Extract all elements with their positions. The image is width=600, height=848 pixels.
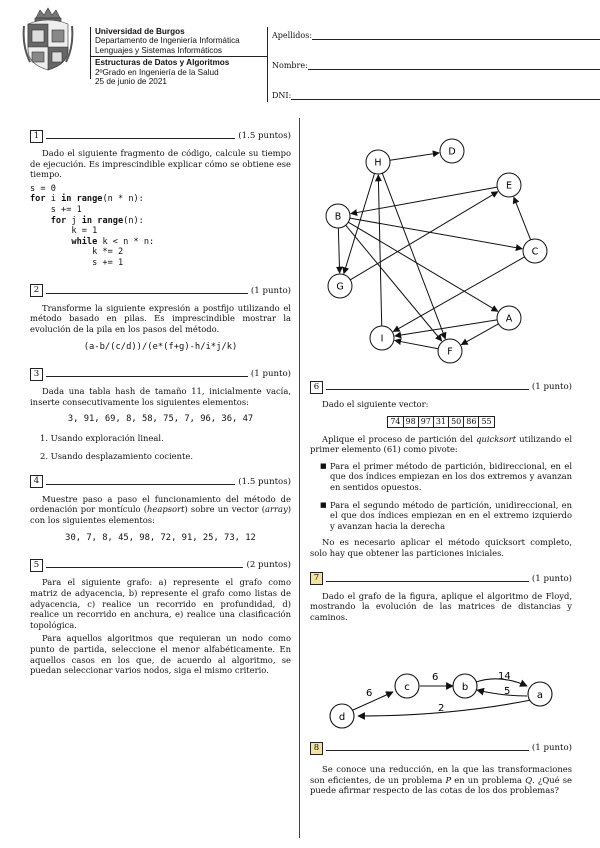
area-name: Lenguajes y Sistemas Informáticos (95, 45, 222, 55)
course-name: Estructuras de Datos y Algoritmos (95, 58, 230, 68)
question-points: (1 punto) (531, 743, 572, 753)
code-line: while k < n * n: (30, 236, 155, 247)
department-name: Departamento de Ingeniería Informática (95, 36, 240, 46)
question-1-text: Dado el siguiente fragmento de código, calcule su tiempo de ejecución. Es imprescindible explicar cómo se obtiene ese tiempo. (30, 148, 291, 180)
expression: (a-b/(c/d))/(e*(f+g)-h/i*j/k) (83, 342, 238, 353)
node-label: I (380, 333, 384, 345)
edge-g-e (350, 192, 498, 280)
question-8-text: Se conoce una reducción, en la que las transformaciones son eficientes, de un problema P en un problema Q. ¿Qué se puede afirmar respecto de las cotas de los dos problemas? (310, 764, 573, 796)
question-3-header (30, 368, 291, 380)
question-points: (1.5 puntos) (238, 131, 291, 141)
node-label: d (338, 712, 346, 723)
node-label: a (536, 690, 544, 701)
question-points: (1.5 puntos) (238, 476, 291, 487)
edge-a-d (358, 700, 531, 716)
vector-cell: 98 (403, 416, 418, 427)
question-7-header (310, 573, 572, 585)
vector-table (387, 416, 494, 428)
name-label: Nombre: (272, 61, 308, 70)
university-crest (22, 6, 74, 72)
code-line: for j in range(n): (30, 215, 144, 226)
question-4-header (30, 476, 291, 488)
question-points: (1 punto) (531, 573, 572, 584)
weight-label: 6 (366, 688, 373, 699)
question-number: 5 (30, 559, 43, 572)
question-1-header (30, 130, 291, 142)
question-3-text: Dada una tabla hash de tamaño 11, inicialmente vacía, inserte consecutivamente los siguientes elementos: (30, 386, 291, 407)
edge-b-f (346, 225, 442, 341)
left-column (30, 130, 291, 676)
question-number: 3 (30, 368, 43, 381)
edge-h-g (344, 173, 375, 273)
column-divider (299, 118, 300, 838)
node-label: F (447, 346, 453, 358)
question-5-text-2: Para aquellos algoritmos que requieran un nodo como punto de partida, seleccione el menor alfabéticamente. En aquellos casos en los que, de acuerdo al algoritmo, se puedan seleccionar varios nodos, siga el mismo criterio. (30, 633, 291, 676)
right-column-bottom (310, 742, 572, 796)
edge-e-b (351, 187, 497, 214)
edge-a-b (477, 690, 527, 696)
edge-b-g (338, 228, 339, 273)
vector-cell: 74 (388, 416, 403, 427)
list-item: 1. Usando exploración lineal. (40, 432, 164, 443)
question-6-intro: Dado el siguiente vector: (322, 399, 429, 409)
heap-values: 30, 7, 8, 45, 98, 72, 91, 25, 73, 12 (65, 533, 256, 544)
code-line: k = 1 (30, 226, 98, 237)
vector-cell: 50 (449, 416, 464, 427)
edge-a-f (461, 324, 498, 345)
list-item: ■ Para el primer método de partición, bidireccional, en el que dos índices empiezan en los dos extremos y avanzan en sentidos opuestos. (320, 460, 572, 492)
edge-b-c (350, 218, 522, 249)
node-label: b (461, 682, 469, 693)
question-number: 8 (310, 742, 323, 755)
node-label: B (334, 211, 342, 223)
edge-i-h (378, 175, 381, 326)
question-number: 6 (310, 381, 323, 394)
node-label: D (448, 146, 456, 158)
question-6-text: Aplique el proceso de partición del quicksort utilizando el primer elemento (61) como pivote: (310, 433, 572, 455)
exam-date: 25 de junio de 2021 (95, 77, 167, 87)
question-points: (1 punto) (250, 369, 291, 380)
question-points: (2 puntos) (246, 560, 291, 571)
question-2-header (30, 285, 291, 297)
question-5-header (30, 559, 291, 571)
node-label: c (404, 682, 410, 693)
hash-values: 3, 91, 69, 8, 58, 75, 7, 96, 36, 47 (67, 413, 254, 424)
header-divider (267, 27, 268, 102)
code-line: s += 1 (30, 204, 82, 215)
surname-field[interactable] (272, 31, 600, 40)
code-line: for i in range(n * n): (30, 194, 144, 205)
weight-label: 5 (504, 686, 511, 697)
weight-label: 6 (432, 672, 439, 683)
node-label: A (505, 313, 513, 325)
edge-d-c (353, 692, 393, 710)
vector-cell: 97 (418, 416, 433, 427)
code-line: s += 1 (30, 257, 124, 268)
surname-label: Apellidos: (272, 31, 313, 40)
name-field[interactable] (272, 61, 600, 70)
directed-graph (310, 138, 572, 368)
node-label: C (531, 246, 539, 258)
edge-c-e (514, 197, 531, 240)
vector-cell: 55 (479, 416, 494, 427)
code-block (30, 184, 291, 269)
code-line: k *= 2 (30, 247, 124, 258)
university-name: Universidad de Burgos (95, 27, 185, 36)
question-7-text: Dado el grafo de la figura, aplique el algoritmo de Floyd, mostrando la evolución de las matrices de distancias y caminos. (310, 590, 572, 622)
node-label: G (336, 281, 344, 293)
list-item: ■ Para el segundo método de partición, unidireccional, en el que dos índices empiezan en en el extremo izquierdo y avanzan hacia la derecha (320, 499, 572, 531)
degree-name: 2ºGrado en Ingeniería de la Salud (95, 67, 219, 77)
question-6-note: No es necesario aplicar el método quicksort completo, solo hay que obtener las particiones iniciales. (310, 537, 572, 558)
dni-label: DNI: (272, 91, 292, 100)
edge-h-d (390, 153, 439, 160)
node-label: E (505, 180, 513, 192)
question-number: 2 (30, 284, 43, 297)
question-points: (1 punto) (531, 382, 572, 392)
right-column (310, 381, 572, 622)
question-points: (1 punto) (250, 285, 291, 296)
question-number: 1 (30, 130, 43, 143)
question-5-text: Para el siguiente grafo: a) represente el grafo como matriz de adyacencia, b) represente el grafo como listas de adyacencia, c) realice un recorrido en profundidad, d) realice un recorrido en anchura, e) realice una clasificación topológica. (30, 577, 291, 630)
question-6-header (310, 381, 572, 393)
question-number: 7 (310, 572, 323, 585)
list-item: 2. Usando desplazamiento cociente. (40, 451, 193, 462)
node-label: H (374, 157, 382, 169)
question-8-header (310, 742, 572, 754)
header-box (90, 27, 267, 87)
question-2-text: Transforme la siguiente expresión a postfijo utilizando el método basado en pilas. Es imprescindible mostrar la evolución de la pila en los pasos del método. (30, 302, 291, 334)
vector-cell: 31 (433, 416, 448, 427)
dni-field[interactable] (272, 91, 600, 100)
floyd-graph (310, 668, 572, 730)
graph-svg (310, 138, 572, 368)
edge-b-a (348, 222, 498, 311)
question-number: 4 (30, 475, 43, 488)
edge-f-i (395, 340, 438, 348)
weight-label: 14 (498, 671, 511, 682)
weight-label: 2 (438, 703, 445, 714)
vector-cell: 86 (464, 416, 479, 427)
code-line: s = 0 (30, 183, 56, 194)
question-4-text: Muestre paso a paso el funcionamiento del método de ordenación por montículo (heapsort) sobre un vector (array) con los siguientes elementos: (30, 493, 291, 525)
